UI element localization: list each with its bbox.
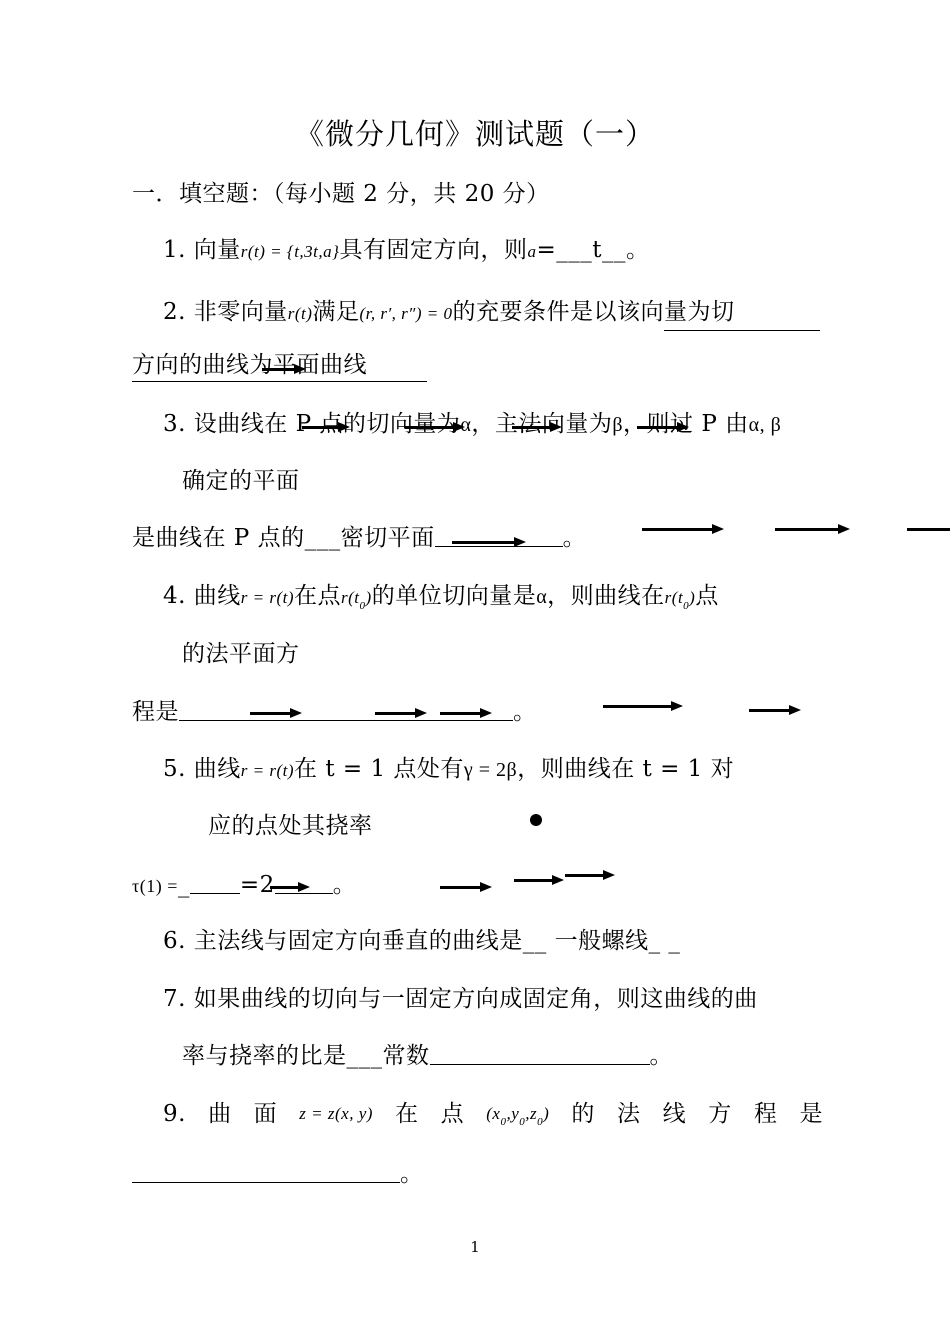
q4-text-line3: 程是	[132, 699, 179, 725]
q9-point-z: z	[530, 1104, 538, 1123]
q9-comma: ,	[506, 1104, 512, 1123]
arrow-icon	[514, 879, 554, 882]
arrow-icon	[512, 426, 552, 429]
q4-text-pre: 曲线	[193, 583, 241, 609]
q5-blank-start: _	[177, 872, 190, 898]
q6-blank-end: _	[668, 928, 681, 954]
q9-point-close: )	[543, 1104, 550, 1123]
q9-char: 的	[571, 1101, 595, 1127]
q4-point-close: )	[365, 588, 372, 607]
q4-point-expr: r(t	[341, 588, 360, 607]
q3-line-2: 确定的平面	[182, 468, 300, 494]
question-9	[163, 1100, 823, 1130]
q9-number: 9.	[163, 1101, 186, 1127]
q2-text-mid: 满足	[312, 299, 360, 325]
q4-blank	[179, 698, 513, 721]
q5-number: 5.	[163, 756, 186, 782]
question-1	[163, 236, 649, 266]
arrow-icon	[440, 886, 482, 889]
q3-beta: β	[612, 414, 624, 436]
q4-point-close-2: )	[689, 588, 696, 607]
q3-end: 。	[562, 525, 587, 551]
q5-formula: r = r(t)	[240, 761, 295, 780]
question-6	[163, 927, 680, 955]
q5-text-mid2: ，则曲线在 t = 1 对	[517, 756, 735, 782]
q9-char: 方	[708, 1101, 732, 1127]
question-5	[163, 755, 734, 785]
q7-line-2	[182, 1042, 673, 1070]
q2-formula-1: r(t)	[287, 304, 313, 323]
q1-blank-left: =___	[536, 237, 593, 263]
arrow-icon	[637, 426, 679, 429]
q3-answer: 密切平面	[340, 525, 435, 551]
q4-point-expr-2: r(t	[664, 588, 684, 607]
q3-text-mid: ，主法向量为	[471, 411, 613, 437]
question-2	[163, 298, 735, 328]
bullet-dot-icon	[530, 814, 542, 826]
q5-line-3	[132, 871, 356, 900]
arrow-icon	[375, 712, 417, 715]
arrow-icon	[302, 426, 340, 429]
arrow-icon	[603, 705, 673, 708]
q1-answer: t	[592, 237, 602, 263]
page-number: 1	[470, 1238, 480, 1256]
q9-char: 点	[440, 1101, 465, 1127]
q2-formula-2: (r, r′, r″) = 0	[359, 304, 453, 323]
arrow-icon	[440, 712, 482, 715]
q3-alpha-beta: α, β	[748, 414, 782, 436]
q9-comma: ,	[525, 1104, 530, 1123]
arrow-icon	[405, 426, 455, 429]
q5-line-2: 应的点处其挠率	[208, 813, 373, 839]
q5-answer: =2	[239, 872, 275, 898]
q2-text-pre: 非零向量	[193, 299, 288, 325]
q6-text: 主法线与固定方向垂直的曲线是__	[193, 928, 547, 954]
q4-text-mid2: 的单位切向量是	[371, 583, 537, 609]
q4-point-subscript-2: 0	[683, 600, 690, 612]
section-heading: 一．填空题：（每小题 2 分，共 20 分）	[132, 181, 550, 207]
q4-text-mid: 在点	[294, 583, 342, 609]
q9-formula: z = z(x, y)	[299, 1104, 373, 1123]
arrow-icon	[452, 541, 516, 544]
q1-variable: a	[527, 242, 537, 261]
q5-condition: γ = 2β	[463, 759, 518, 781]
q3-alpha: α	[460, 414, 472, 436]
q3-text-line3: 是曲线在 P 点的___	[132, 525, 341, 551]
q5-text-pre: 曲线	[193, 756, 241, 782]
q4-number: 4.	[163, 583, 186, 609]
page-title: 《微分几何》测试题（一）	[294, 117, 655, 151]
q9-point-x: (x	[486, 1104, 501, 1123]
q2-answer-part1: 以该向量为切	[593, 299, 735, 325]
q7-blank	[430, 1042, 650, 1065]
arrow-icon	[565, 874, 605, 877]
q7-text: 如果曲线的切向与一固定方向成固定角，则这曲线的曲	[193, 986, 758, 1012]
q5-blank-left	[190, 871, 240, 894]
arrow-icon	[749, 709, 791, 712]
q4-alpha: α	[536, 586, 548, 608]
question-7	[163, 985, 758, 1013]
q2-answer-underline-1	[664, 330, 820, 331]
q9-char: 程	[753, 1101, 778, 1127]
q6-answer: 一般螺线_	[554, 928, 661, 954]
q9-char: 线	[662, 1101, 687, 1127]
q5-end: 。	[332, 872, 357, 898]
q9-char: 在	[395, 1101, 419, 1127]
arrow-icon	[250, 712, 292, 715]
q2-answer-underline-2	[132, 381, 427, 382]
q5-text-mid: 在 t = 1 点处有	[294, 756, 464, 782]
q4-formula: r = r(t)	[240, 588, 295, 607]
q7-number: 7.	[163, 986, 186, 1012]
q4-line-2: 的法平面方	[182, 641, 300, 667]
q2-line-2: 方向的曲线为平面曲线	[132, 352, 367, 378]
q5-tau: τ(1) =	[132, 876, 178, 896]
q9-line-2	[132, 1160, 424, 1188]
q3-text-mid2: ，则过 P 由	[623, 411, 749, 437]
q1-number: 1.	[163, 237, 186, 263]
q3-text-pre: 设曲线在 P 点的切向量为	[193, 411, 461, 437]
q9-point: $(x_0,y_0,z_0)$	[486, 1104, 550, 1128]
q1-formula: r(t) = {t,3t,a}	[240, 242, 340, 261]
arrow-icon	[642, 528, 714, 531]
q1-text-mid: 具有固定方向，则	[339, 237, 528, 263]
q9-char: 法	[617, 1101, 641, 1127]
q9-char: 是	[799, 1101, 823, 1127]
q4-text-post: 点	[695, 583, 719, 609]
q9-blank	[132, 1160, 400, 1183]
arrow-icon	[262, 368, 296, 371]
q4-end: 。	[513, 699, 537, 725]
question-4	[163, 582, 719, 614]
q6-number: 6.	[163, 928, 186, 954]
q7-end: 。	[649, 1043, 673, 1069]
q2-number: 2.	[163, 299, 186, 325]
q4-text-mid3: ，则曲线在	[547, 583, 665, 609]
q3-number: 3.	[163, 411, 186, 437]
q9-char: 曲	[208, 1101, 232, 1127]
q9-point-y: y	[511, 1104, 520, 1123]
arrow-icon	[270, 886, 300, 889]
q2-text-mid2: 的充要条件是	[452, 299, 594, 325]
q4-point-subscript: 0	[359, 600, 366, 612]
arrow-icon	[775, 528, 840, 531]
q7-answer: 常数	[382, 1043, 430, 1069]
q9-end: 。	[400, 1161, 424, 1187]
q3-line-stroke	[907, 528, 950, 531]
q1-text-pre: 向量	[193, 237, 241, 263]
q1-blank-right: __。	[601, 237, 650, 263]
q7-text-line2: 率与挠率的比是___	[182, 1043, 383, 1069]
q9-char: 面	[253, 1101, 278, 1127]
